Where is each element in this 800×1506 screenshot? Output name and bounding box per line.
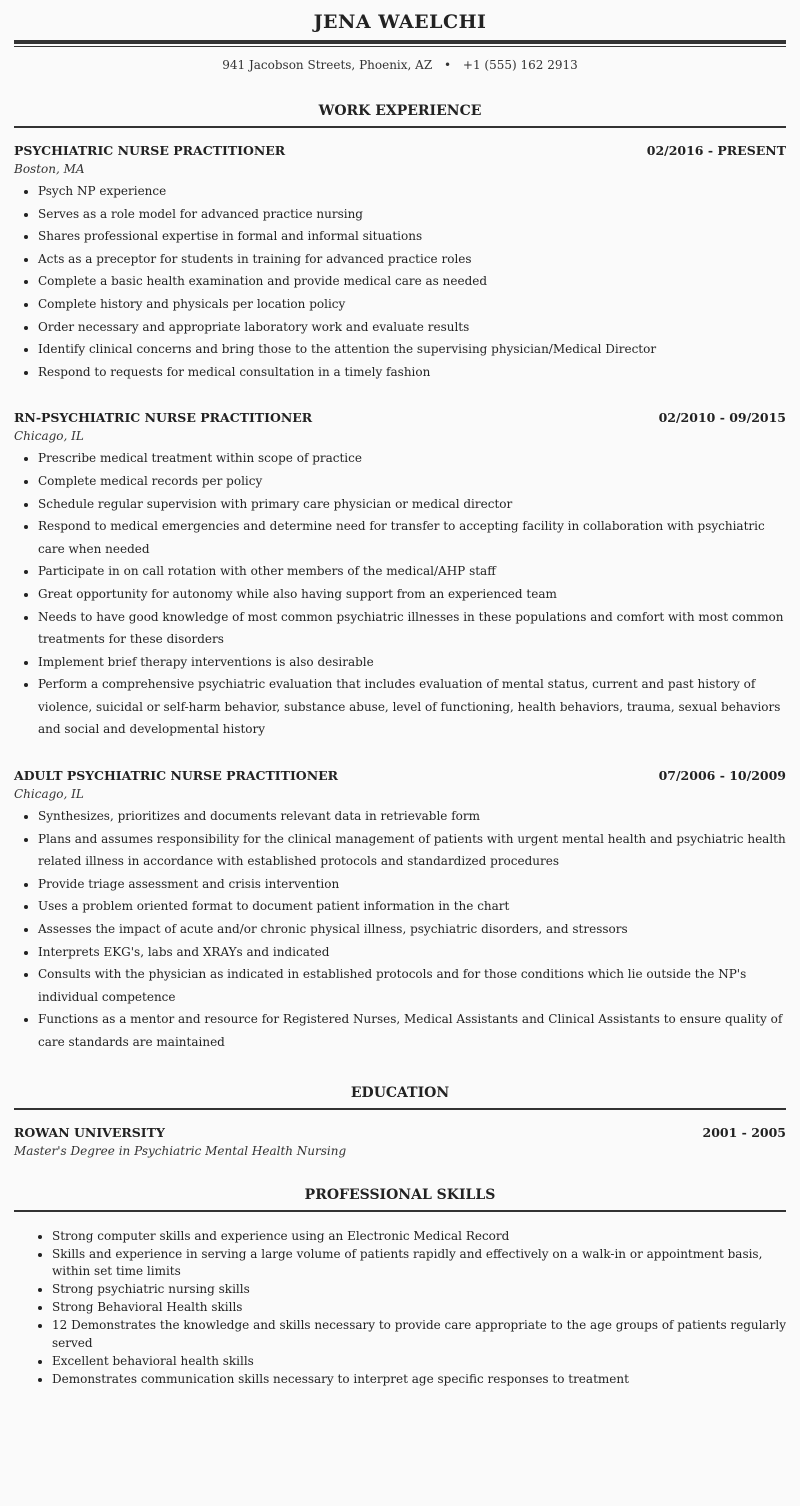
section-title-skills: PROFESSIONAL SKILLS (304, 1186, 496, 1203)
contact-separator: • (444, 58, 452, 72)
job-location: Boston, MA (14, 162, 85, 176)
job-bullets (14, 447, 786, 741)
skills-list (14, 1228, 786, 1389)
section-title-education: EDUCATION (350, 1084, 450, 1101)
list-item: • Psych NP experience (38, 180, 786, 203)
job-entry (14, 767, 786, 1054)
list-item: • Uses a problem oriented format to document patient information in the chart (38, 895, 786, 918)
header-rule-thin (14, 46, 786, 47)
list-item: • Complete a basic health examination and provide medical care as needed (38, 270, 786, 293)
list-item: • Identify clinical concerns and bring those to the attention the supervising physician/Medical Director (38, 338, 786, 361)
job-title: PSYCHIATRIC NURSE PRACTITIONER (14, 143, 286, 158)
contact-line (14, 58, 786, 78)
list-item: • Skills and experience in serving a large volume of patients rapidly and effectively on a walk-in or appointment basis, within set time limits (52, 1246, 786, 1282)
list-item: • Shares professional expertise in formal and informal situations (38, 225, 786, 248)
job-title: RN-PSYCHIATRIC NURSE PRACTITIONER (14, 410, 313, 426)
list-item: • Serves as a role model for advanced practice nursing (38, 203, 786, 226)
education-entry (14, 1124, 786, 1160)
list-item: • Needs to have good knowledge of most common psychiatric illnesses in these populations and comfort with most common treatments for these disorders (38, 606, 786, 651)
list-item: • 12 Demonstrates the knowledge and skills necessary to provide care appropriate to the age groups of patients regularly served (52, 1317, 786, 1353)
section-rule (14, 1210, 786, 1212)
phone: +1 (555) 162 2913 (462, 58, 578, 72)
header-rule-thick (14, 40, 786, 44)
list-item: • Respond to requests for medical consultation in a timely fashion (38, 361, 786, 384)
list-item: • Order necessary and appropriate laboratory work and evaluate results (38, 316, 786, 339)
candidate-name: JENA WAELCHI (313, 11, 487, 33)
list-item: • Strong computer skills and experience using an Electronic Medical Record (52, 1228, 786, 1246)
address: 941 Jacobson Streets, Phoenix, AZ (222, 58, 433, 72)
list-item: • Excellent behavioral health skills (52, 1353, 786, 1371)
list-item: • Interprets EKG's, labs and XRAYs and indicated (38, 941, 786, 964)
job-dates: 07/2006 - 10/2009 (658, 768, 786, 784)
list-item: • Prescribe medical treatment within scope of practice (38, 447, 786, 470)
job-dates: 02/2016 - PRESENT (646, 143, 786, 158)
list-item: • Functions as a mentor and resource for Registered Nurses, Medical Assistants and Clinical Assistants to ensure quality of care standards are maintained (38, 1008, 786, 1053)
job-dates: 02/2010 - 09/2015 (658, 410, 786, 426)
job-bullets (14, 180, 786, 383)
list-item: • Consults with the physician as indicated in established protocols and for those conditions which lie outside the NP's individual competence (38, 963, 786, 1008)
section-rule (14, 1108, 786, 1110)
education-dates: 2001 - 2005 (702, 1124, 786, 1140)
list-item: • Provide triage assessment and crisis intervention (38, 873, 786, 896)
list-item: • Strong psychiatric nursing skills (52, 1281, 786, 1299)
list-item: • Demonstrates communication skills necessary to interpret age specific responses to treatment (52, 1371, 786, 1389)
list-item: • Great opportunity for autonomy while also having support from an experienced team (38, 583, 786, 606)
job-entry (14, 142, 786, 383)
list-item: • Schedule regular supervision with primary care physician or medical director (38, 493, 786, 516)
list-item: • Complete history and physicals per location policy (38, 293, 786, 316)
list-item: • Respond to medical emergencies and determine need for transfer to accepting facility in collaboration with psychiatric care when needed (38, 515, 786, 560)
degree: Master's Degree in Psychiatric Mental Health Nursing (14, 1143, 347, 1158)
job-title: ADULT PSYCHIATRIC NURSE PRACTITIONER (14, 768, 339, 784)
job-location: Chicago, IL (14, 787, 84, 802)
section-title-work: WORK EXPERIENCE (318, 103, 482, 119)
section-rule (14, 126, 786, 128)
list-item: • Participate in on call rotation with other members of the medical/AHP staff (38, 560, 786, 583)
list-item: • Strong Behavioral Health skills (52, 1299, 786, 1317)
job-location: Chicago, IL (14, 429, 84, 444)
list-item: • Plans and assumes responsibility for the clinical management of patients with urgent mental health and psychiatric health related illness in accordance with established protocols and standardized procedures (38, 828, 786, 873)
job-bullets (14, 805, 786, 1054)
list-item: • Assesses the impact of acute and/or chronic physical illness, psychiatric disorders, and stressors (38, 918, 786, 941)
list-item: • Acts as a preceptor for students in training for advanced practice roles (38, 248, 786, 271)
list-item: • Implement brief therapy interventions is also desirable (38, 651, 786, 674)
list-item: • Synthesizes, prioritizes and documents relevant data in retrievable form (38, 805, 786, 828)
list-item: • Complete medical records per policy (38, 470, 786, 493)
list-item: • Perform a comprehensive psychiatric evaluation that includes evaluation of mental status, current and past history of violence, suicidal or self-harm behavior, substance abuse, level of functioning, health behaviors, trauma, sexual behaviors and social and developmental history (38, 673, 786, 741)
job-entry (14, 409, 786, 741)
school-name: ROWAN UNIVERSITY (14, 1124, 165, 1140)
